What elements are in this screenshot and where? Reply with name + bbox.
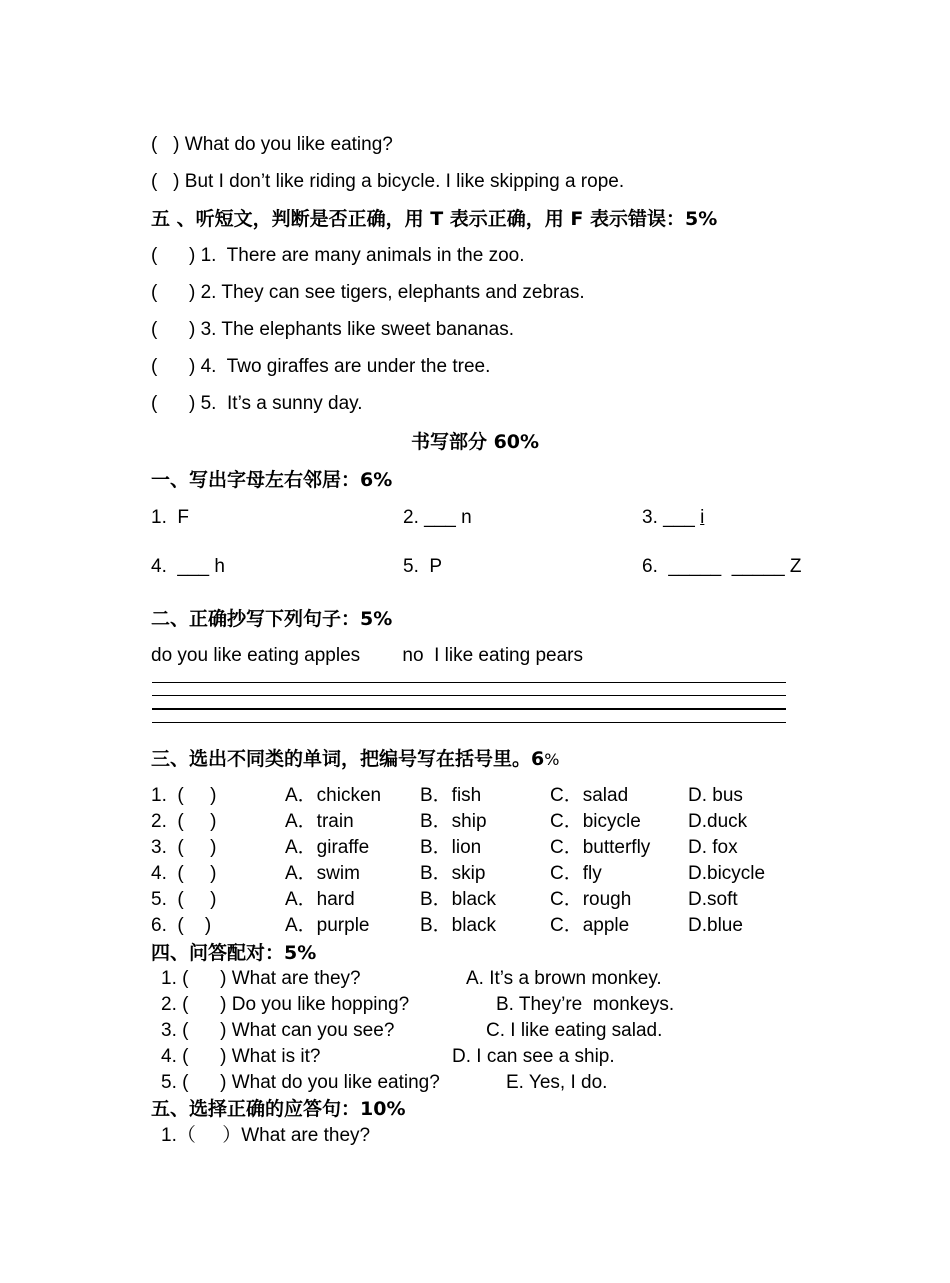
writing-line	[152, 722, 786, 723]
letter-question: 5. P	[403, 556, 443, 577]
section-heading-odd-one-out	[151, 748, 559, 771]
option-a: A．purple	[285, 915, 370, 936]
heading-text: 三、选出不同类的单词，把编号写在括号里。6	[151, 748, 545, 770]
option-d: D. bus	[688, 785, 743, 806]
row-number: 1. ( )	[151, 785, 217, 806]
matching-answer: B. They’re monkeys.	[496, 994, 675, 1015]
option-d: D.duck	[688, 811, 748, 832]
listening-item: ( ) 1. There are many animals in the zoo.	[151, 245, 525, 266]
row-number: 3. ( )	[151, 837, 217, 858]
option-a: A．swim	[285, 863, 360, 884]
matching-answer: D. I can see a ship.	[452, 1046, 615, 1067]
section-heading-responses: 五、选择正确的应答句：10%	[151, 1098, 406, 1120]
writing-line	[152, 682, 786, 683]
letter-question: 4. ___ h	[151, 556, 225, 577]
letter-question	[642, 507, 704, 529]
matching-answer: A. It’s a brown monkey.	[466, 968, 662, 989]
listening-item: ( ) 4. Two giraffes are under the tree.	[151, 356, 491, 377]
letter-question: 6. _____ _____ Z	[642, 556, 802, 577]
writing-line	[152, 695, 786, 696]
section-heading-matching: 四、问答配对：5%	[151, 942, 317, 964]
matching-question: 3. ( ) What can you see?	[161, 1020, 395, 1041]
section-heading-letters: 一、写出字母左右邻居：6%	[151, 469, 393, 491]
listening-item: ( ) 2. They can see tigers, elephants and zebras.	[151, 282, 585, 303]
writing-part-title: 书写部分 60%	[410, 431, 540, 453]
letter-question: 2. ___ n	[403, 507, 472, 528]
writing-line	[152, 708, 786, 710]
matching-question: 2. ( ) Do you like hopping?	[161, 994, 410, 1015]
row-number: 2. ( )	[151, 811, 217, 832]
option-a: A．train	[285, 811, 354, 832]
listening-item: ( ) 5. It’s a sunny day.	[151, 393, 363, 414]
option-b: B．black	[420, 889, 497, 910]
heading-percent: %	[544, 750, 560, 769]
matching-answer: E. Yes, I do.	[506, 1072, 608, 1093]
matching-question: 5. ( ) What do you like eating?	[161, 1072, 440, 1093]
option-d: D. fox	[688, 837, 738, 858]
option-c: C．salad	[550, 785, 629, 806]
option-b: B．lion	[420, 837, 482, 858]
letter-question-letter: i	[700, 507, 705, 528]
letter-question: 1. F	[151, 507, 190, 528]
option-c: C．fly	[550, 863, 602, 884]
response-question: 1.（ ）What are they?	[161, 1125, 371, 1146]
option-c: C．bicycle	[550, 811, 641, 832]
option-c: C．apple	[550, 915, 630, 936]
option-a: A．giraffe	[285, 837, 370, 858]
option-b: B．fish	[420, 785, 482, 806]
question-line: ( ) What do you like eating?	[151, 134, 393, 155]
row-number: 5. ( )	[151, 889, 217, 910]
option-c: C．butterfly	[550, 837, 651, 858]
row-number: 6. ( )	[151, 915, 212, 936]
option-a: A．chicken	[285, 785, 382, 806]
option-b: B．ship	[420, 811, 487, 832]
option-c: C．rough	[550, 889, 632, 910]
option-d: D.blue	[688, 915, 743, 936]
matching-question: 4. ( ) What is it?	[161, 1046, 321, 1067]
listening-item: ( ) 3. The elephants like sweet bananas.	[151, 319, 514, 340]
matching-question: 1. ( ) What are they?	[161, 968, 361, 989]
matching-answer: C. I like eating salad.	[486, 1020, 663, 1041]
row-number: 4. ( )	[151, 863, 217, 884]
section-heading-copy: 二、正确抄写下列句子：5%	[151, 608, 393, 630]
option-d: D.bicycle	[688, 863, 766, 884]
option-a: A．hard	[285, 889, 355, 910]
option-b: B．black	[420, 915, 497, 936]
option-d: D.soft	[688, 889, 738, 910]
letter-question-prefix: 3. ___	[642, 507, 701, 528]
option-b: B．skip	[420, 863, 486, 884]
copy-sentence: do you like eating apples no I like eating pears	[151, 645, 583, 666]
question-line: ( ) But I don’t like riding a bicycle. I like skipping a rope.	[151, 171, 625, 192]
section-heading-listening: 五 、听短文，判断是否正确，用 T 表示正确，用 F 表示错误：5%	[151, 208, 718, 230]
